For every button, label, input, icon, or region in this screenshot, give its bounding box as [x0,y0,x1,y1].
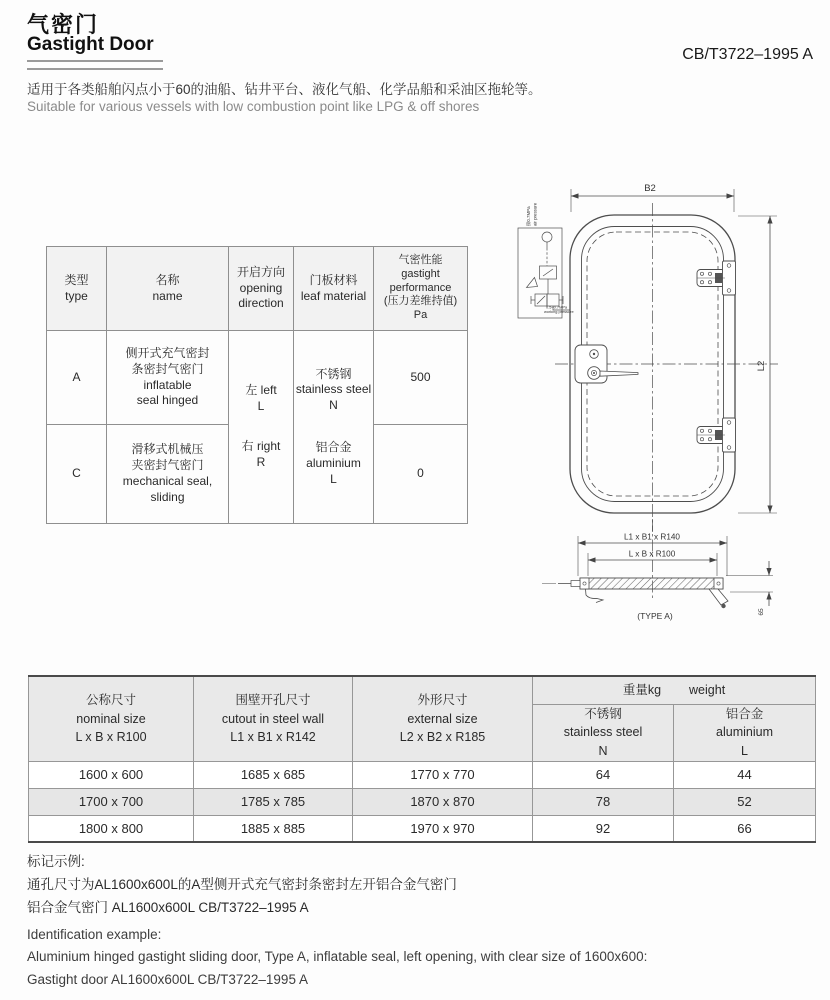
spec-header-type: 类型 type [47,247,107,331]
size-row-1700: 1700 x 700 1785 x 785 1870 x 870 78 52 [29,788,816,815]
section-dim-inner-label: L x B x R100 [628,549,676,559]
spec-performance-c: 0 [374,425,468,524]
example-zh-line-2: 铝合金气密门 AL1600x600L CB/T3722–1995 A [27,899,309,915]
dimension-l2 [738,216,777,513]
section-dim-outer-label: L1 x B1 x R140 [624,532,680,542]
air-control-schematic [518,202,574,318]
size-header-external: 外形尺寸 external size L2 x B2 x R185 [353,676,533,761]
spec-type-a: A [47,331,107,425]
size-header-row-1 [29,676,816,704]
size-header-cutout: 围壁开孔尺寸 cutout in steel wall L1 x B1 x R142 [194,676,353,761]
dim-b2-label: B2 [644,183,656,194]
example-en-line-1: Aluminium hinged gastight sliding door, Type A, inflatable seal, left opening, with clear size of 1600x600: [27,949,648,965]
intro-text-zh: 适用于各类船舶闪点小于60的油船、钻井平台、液化气船、化学品船和采油区拖轮等。 [27,82,542,97]
spec-direction-cell [229,331,294,524]
identification-example [27,855,647,996]
page-title-en: Gastight Door [27,34,154,55]
page-title-zh: 气密门 [27,12,100,37]
spec-header-material: 门板材料 leaf material [294,247,374,331]
example-zh-line-1: 通孔尺寸为AL1600x600L的A型侧开式充气密封条密封左开铝合金气密门 [27,876,457,892]
standard-code: CB/T3722–1995 A [682,46,813,63]
technical-drawing [500,170,830,660]
example-en-line-2: Gastight door AL1600x600L CB/T3722–1995 A [27,972,308,988]
spec-row-a [47,331,468,425]
valve-label-1: 0.5~0.7MPa [546,304,568,310]
size-row-1600: 1600 x 600 1685 x 685 1770 x 770 64 44 [29,761,816,788]
example-title-zh: 标记示例: [27,854,85,869]
section-view [542,519,773,621]
hinge-top-icon [697,261,736,295]
air-supply-label-1: 接0.7MPa [526,206,531,226]
material-stainless: 不锈钢 stainless steel N [295,366,372,413]
spec-type-c: C [47,425,107,524]
size-header-stainless: 不锈钢 stainless steel N [533,704,674,761]
spec-name-c: 滑移式机械压 夹密封气密门 mechanical seal, sliding [107,425,229,524]
spec-header-direction: 开启方向 opening direction [229,247,294,331]
material-aluminium: 铝合金 aluminium L [306,440,361,486]
air-supply-label-2: air pressure [532,202,538,226]
type-a-label: (TYPE A) [637,611,673,621]
size-row-1800: 1800 x 800 1885 x 885 1970 x 970 92 66 [29,815,816,842]
size-header-aluminium: 铝合金 aluminium L [674,704,816,761]
direction-left: 左 left L [245,383,277,414]
valve-label-2: working pressure [544,309,574,315]
example-title-en: Identification example: [27,926,162,942]
intro-text-en: Suitable for various vessels with low combustion point like LPG & off shores [27,99,480,114]
spec-header-row [47,247,468,331]
spec-name-a: 侧开式充气密封 条密封气密门 inflatable seal hinged [107,331,229,425]
size-table [28,675,816,843]
spec-performance-a: 500 [374,331,468,425]
spec-header-performance: 气密性能 gastight performance (压力差维持值) Pa [374,247,468,331]
spec-table [46,246,468,524]
title-underline [27,60,163,70]
spec-material-cell [294,331,374,524]
hinge-bottom-icon [697,418,736,452]
direction-right: 右 right R [241,439,281,469]
size-header-nominal: 公称尺寸 nominal size L x B x R100 [29,676,194,761]
dim-l2-label: L2 [756,360,767,372]
size-header-weight: 重量kg weight [533,676,816,704]
section-thickness-label: 65 [758,608,765,616]
spec-header-name: 名称 name [107,247,229,331]
